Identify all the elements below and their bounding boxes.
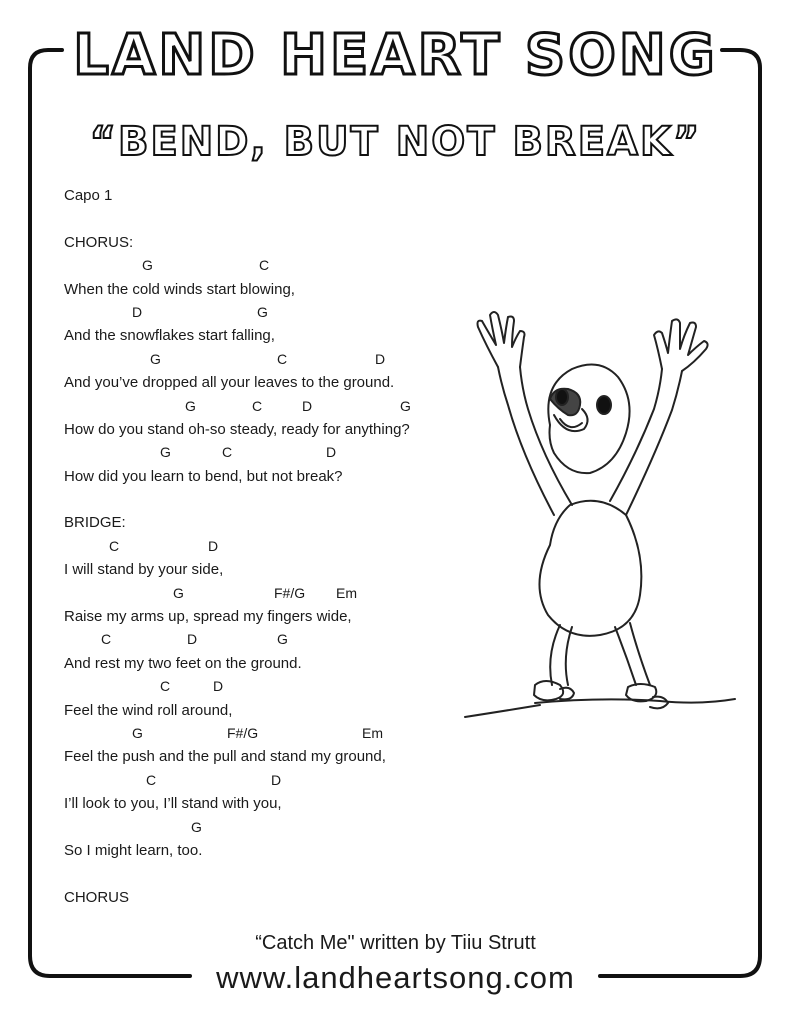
chord-line [64, 628, 484, 651]
chord: F#/G [227, 724, 259, 741]
lyric-line: How do you stand oh-so steady, ready for anything? [64, 420, 410, 438]
chord-line [64, 348, 484, 371]
chord: G [257, 303, 268, 320]
lyric-line: I will stand by your side, [64, 561, 224, 579]
blank-line [64, 488, 484, 511]
capo-note: Capo 1 [64, 187, 113, 204]
page-title: LAND HEART SONG [73, 23, 718, 88]
lyric-line: And you’ve dropped all your leaves to the ground. [64, 374, 395, 392]
lyric-line: When the cold winds start blowing, [64, 280, 295, 298]
chord-line [64, 441, 484, 464]
blank-line [64, 207, 484, 230]
lyric-line: And rest my two feet on the ground. [64, 654, 302, 672]
chord: G [185, 397, 196, 414]
chord: G [400, 397, 411, 414]
lyric-line: Raise my arms up, spread my fingers wide, [64, 608, 352, 626]
chord: C [277, 350, 288, 367]
chord-line [64, 254, 484, 277]
chorus-reprise: CHORUS [64, 888, 130, 906]
song-sheet [64, 184, 484, 909]
chord: D [326, 444, 337, 461]
chord: C [146, 771, 157, 788]
website-url: www.landheartsong.com [216, 960, 575, 995]
bird-illustration [450, 305, 740, 725]
lyric-line: I’ll look to you, I’ll stand with you, [64, 795, 282, 813]
chord-line [64, 769, 484, 792]
chord: Em [336, 584, 357, 601]
chord: F#/G [274, 584, 306, 601]
chord: G [191, 818, 202, 835]
song-title: “BEND, BUT NOT BREAK” [89, 119, 702, 165]
song-credit: “Catch Me" written by Tiiu Strutt [255, 932, 536, 954]
chord: D [187, 631, 198, 648]
chord: D [375, 350, 386, 367]
chord: C [252, 397, 263, 414]
chord: C [160, 678, 171, 695]
chorus-heading: CHORUS: [64, 233, 134, 251]
chord: G [160, 444, 171, 461]
lyric-line: Feel the push and the pull and stand my ground, [64, 748, 386, 766]
chord: C [222, 444, 233, 461]
chord: G [132, 724, 143, 741]
chord: D [132, 303, 143, 320]
chord: D [271, 771, 282, 788]
chord: D [302, 397, 313, 414]
chord-line [64, 395, 484, 418]
chord: Em [362, 724, 383, 741]
lyric-line: So I might learn, too. [64, 841, 203, 859]
chord-line [64, 722, 484, 745]
chord: D [208, 537, 219, 554]
chord: G [277, 631, 288, 648]
chord-line [64, 675, 484, 698]
blank-line [64, 862, 484, 885]
chord: G [150, 350, 161, 367]
chord: C [109, 537, 120, 554]
bridge-heading: BRIDGE: [64, 514, 126, 532]
chord: D [213, 678, 224, 695]
lyric-line: Feel the wind roll around, [64, 701, 233, 719]
chord-line [64, 535, 484, 558]
chord: C [101, 631, 112, 648]
chord: C [259, 257, 270, 274]
chord-line [64, 301, 484, 324]
chord: G [142, 257, 153, 274]
lyric-line: And the snowflakes start falling, [64, 327, 275, 345]
chord-line [64, 816, 484, 839]
chord: G [173, 584, 184, 601]
lyric-line: How did you learn to bend, but not break? [64, 467, 343, 485]
chord-line [64, 582, 484, 605]
